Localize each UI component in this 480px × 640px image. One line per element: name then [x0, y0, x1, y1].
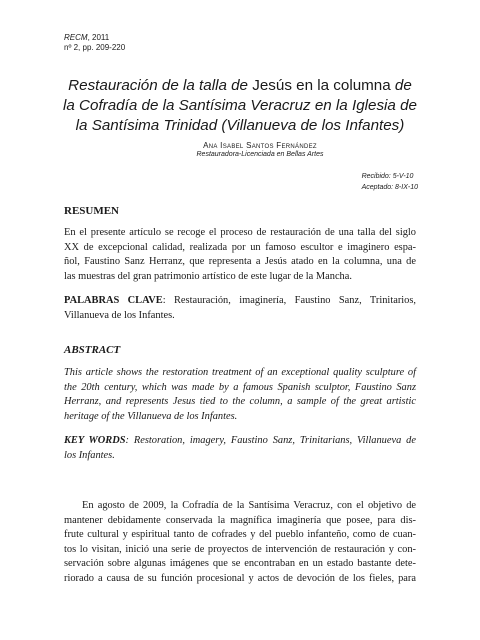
title-line-3: la Santísima Trinidad (Villanueva de los Infantes) [75, 117, 405, 134]
keywords-text: : Restoration, imagery, Faustino Sanz, Trinitarians, Villanueva de [125, 435, 416, 446]
title-line-1-part-1: Restauración de la talla de [68, 77, 253, 94]
body-line: frute cultural y espiritual tanto de cofrades y del pueblo infanteño, como de cuan- [64, 529, 416, 541]
body-line: riorado a causa de su función procesional y actos de devoción de los fieles, para [64, 572, 416, 584]
journal-year: , 2011 [87, 33, 110, 42]
abstract-text [64, 366, 416, 424]
journal-issue: nº 2, pp. 209-220 [64, 43, 126, 52]
palabras-clave-line-2: Villanueva de los Infantes. [64, 309, 175, 321]
journal-name: RECM [64, 33, 88, 42]
journal-name-line [64, 33, 125, 43]
body-line: servación sobre algunas imágenes que se encontraban en un estado bastante dete- [64, 558, 416, 570]
body-line: mantener debidamente conservada la magnífica imaginería que posee, para dis- [64, 514, 416, 526]
abstract-line: the 20th century, which was made by a famous Spanish sculptor, Faustino Sanz [64, 381, 416, 393]
body-line: En agosto de 2009, la Cofradía de la Santísima Veracruz, con el objetivo de [82, 500, 416, 511]
keywords-line-1 [64, 434, 416, 449]
abstract-line: Herranz, and represents Jesus tied to the column, a sample of the great artistic [64, 396, 416, 408]
title-line-2: la Cofradía de la Santísima Veracruz en la Iglesia de [62, 97, 417, 114]
accepted-date: Aceptado: 8-IX-10 [361, 184, 418, 191]
abstract-line: heritage of the Villanueva de los Infantes. [64, 410, 238, 422]
palabras-clave-line-1 [64, 294, 416, 309]
resumen-line: ñol, Faustino Sanz Herranz, que representa a Jesús atado en la columna, una de [64, 256, 416, 268]
body-line: tos lo visitan, inició una serie de proyectos de intervención de restauración y con- [64, 543, 416, 555]
body-text [64, 499, 416, 587]
article-title [52, 76, 428, 136]
article-dates [362, 171, 418, 193]
title-line-1-part-3: de [390, 77, 412, 94]
author-affiliation: Restauradora-Licenciada en Bellas Artes [196, 151, 324, 158]
palabras-clave-label: PALABRAS CLAVE [64, 295, 163, 306]
palabras-clave-text: : Restauración, imaginería, Faustino Sanz, Trinitarios, [162, 295, 416, 306]
resumen-line: las muestras del gran patrimonio artístico de este lugar de la Mancha. [64, 270, 352, 282]
author-name: Ana Isabel Santos Fernández [203, 141, 317, 150]
keywords-line-2: los Infantes. [64, 449, 115, 461]
keywords-label: KEY WORDS [64, 435, 126, 446]
abstract-line: This article shows the restoration treatment of an exceptional quality sculpture of [64, 367, 416, 378]
palabras-clave [64, 294, 416, 323]
resumen-text [64, 226, 416, 284]
title-line-1-part-2: Jesús en la columna [252, 77, 391, 94]
resumen-line: XX de excepcional calidad, realizada por un famoso escultor e imaginero espa- [64, 241, 416, 253]
keywords [64, 434, 416, 463]
resumen-line: En el presente artículo se recoge el proceso de restauración de una talla del siglo [64, 227, 416, 238]
resumen-heading: RESUMEN [64, 205, 120, 217]
received-date: Recibido: 5-V-10 [361, 173, 414, 180]
title-line-1 [52, 76, 428, 96]
abstract-heading: ABSTRACT [64, 344, 121, 356]
journal-reference [64, 33, 125, 53]
